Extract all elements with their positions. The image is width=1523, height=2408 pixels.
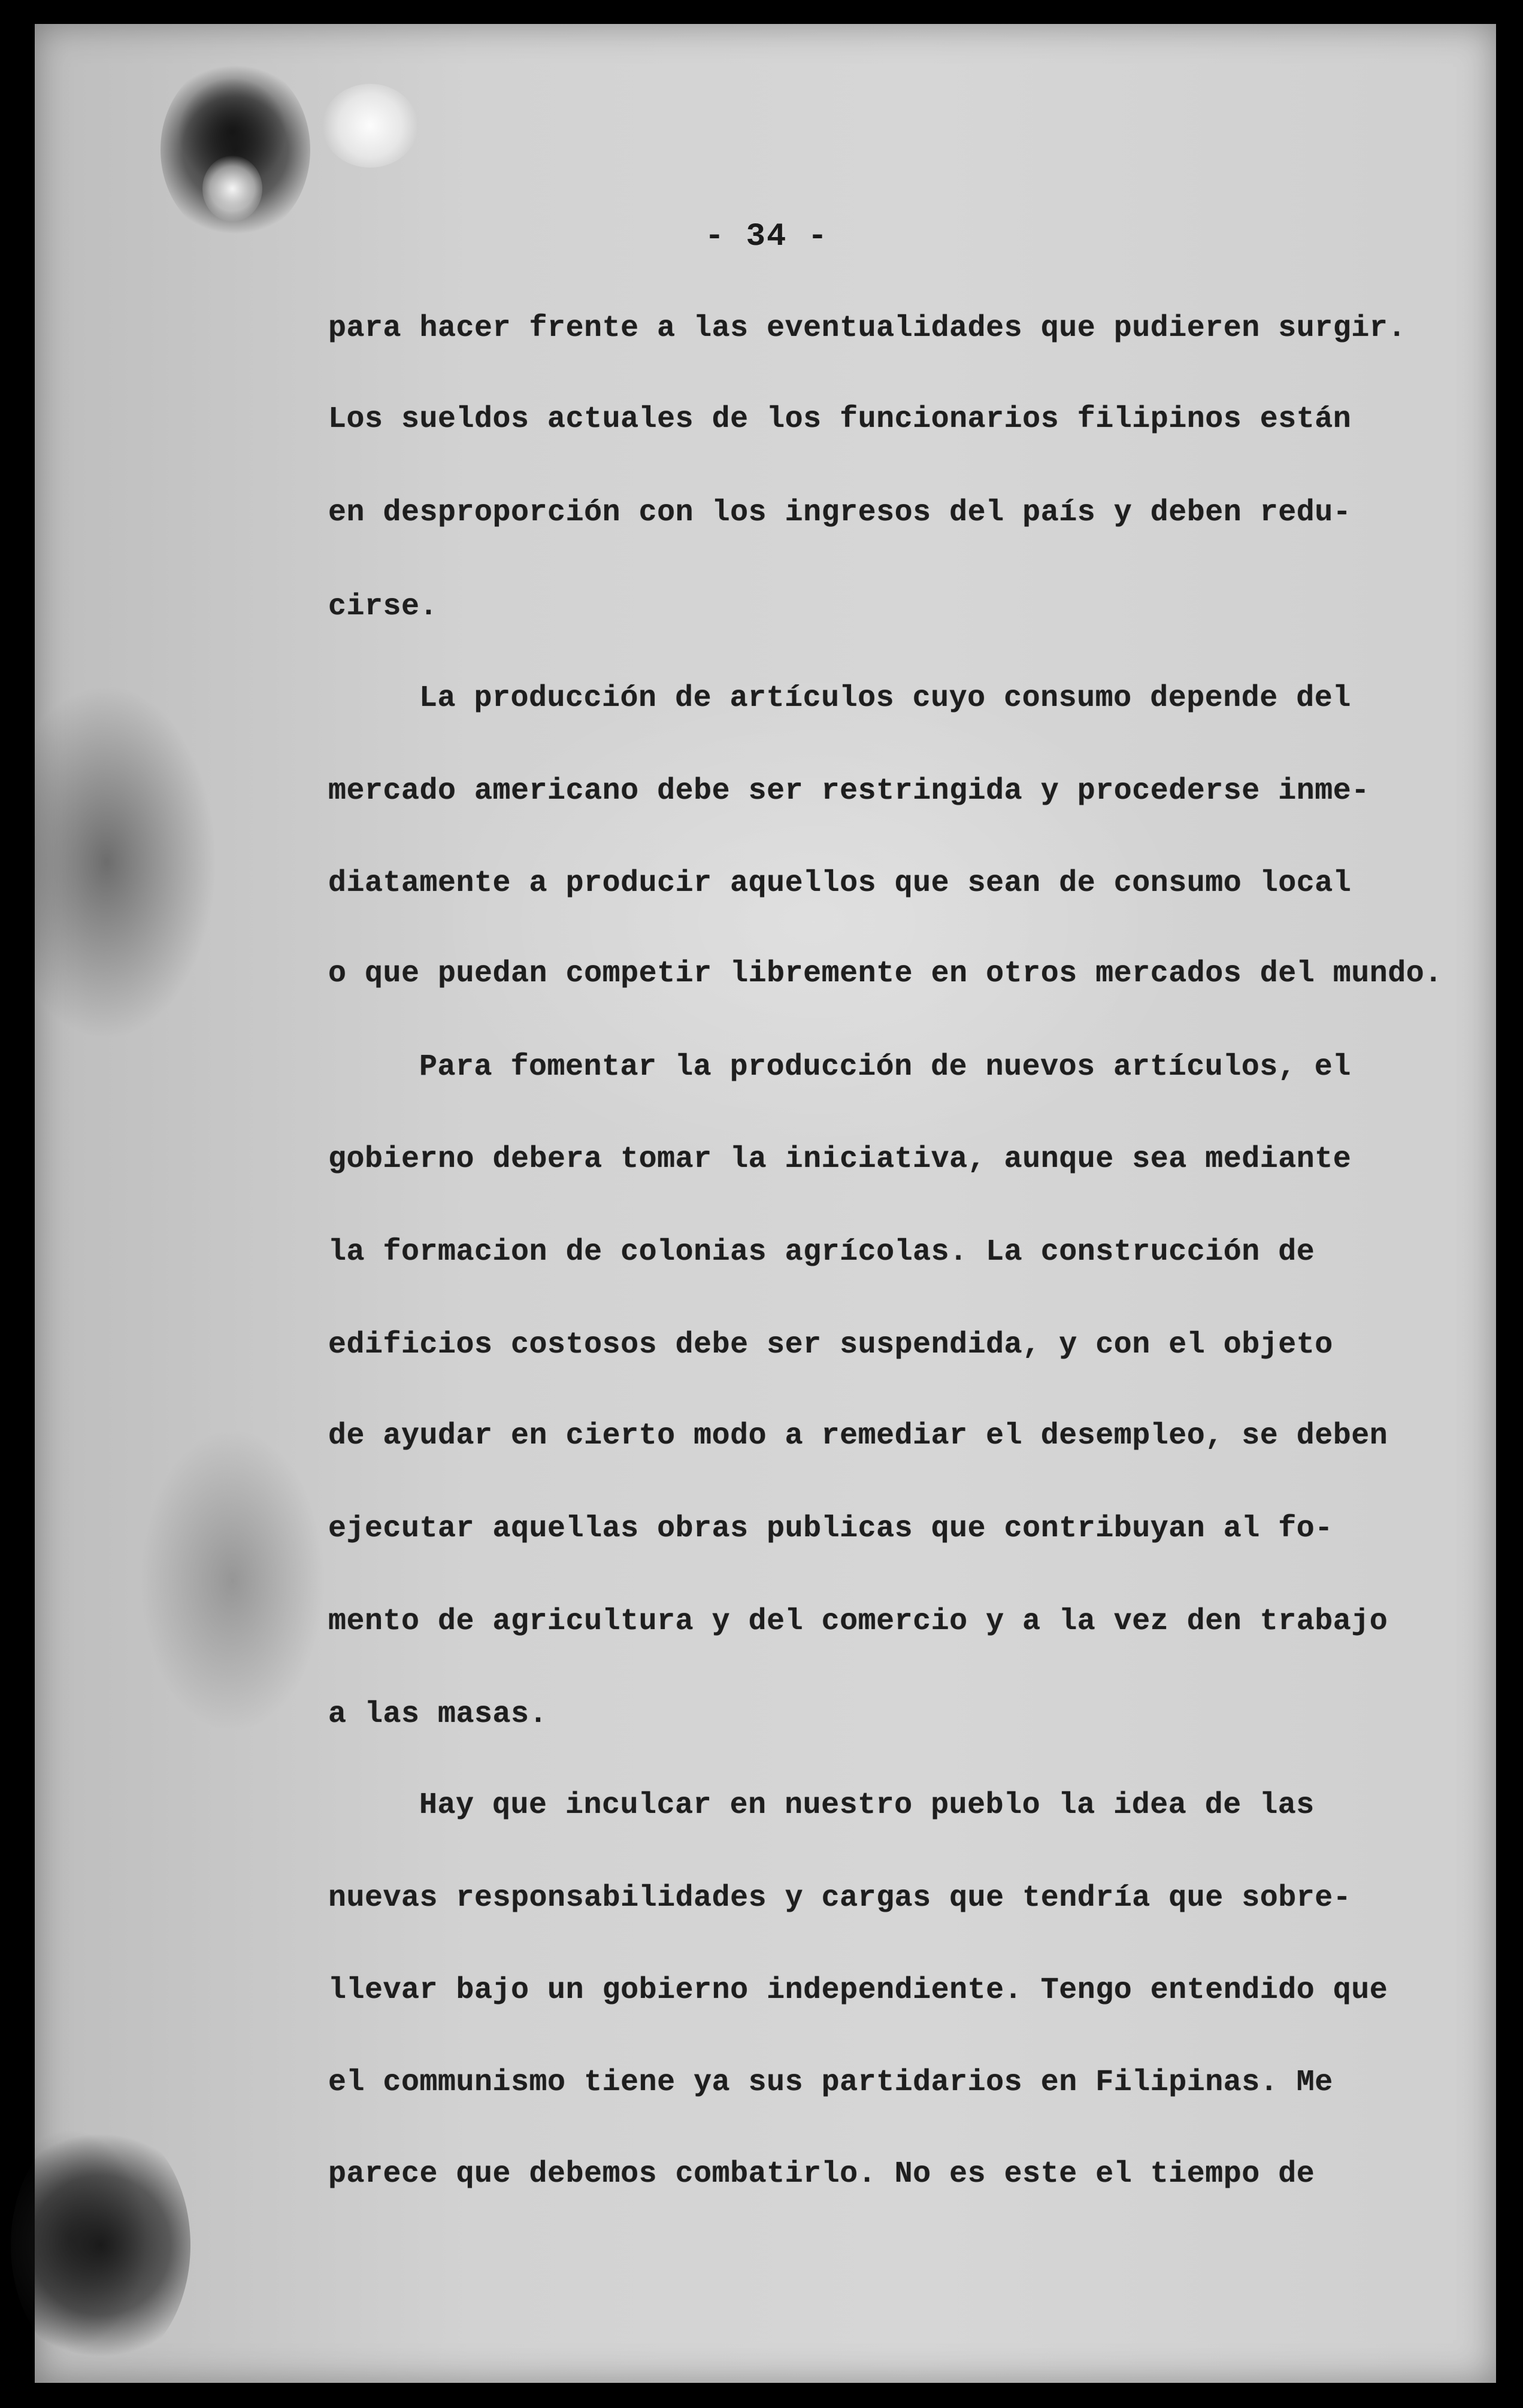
page-number: - 34 - (704, 219, 829, 255)
text-line: a las masas. (328, 1697, 548, 1731)
text-line: mercado americano debe ser restringida y procederse inme- (328, 774, 1370, 808)
text-line: en desproporción con los ingresos del país y deben redu- (328, 496, 1352, 530)
text-line: Para fomentar la producción de nuevos artículos, el (419, 1050, 1351, 1084)
text-line: parece que debemos combatirlo. No es este el tiempo de (328, 2157, 1315, 2191)
text-line: llevar bajo un gobierno independiente. Tengo entendido que (328, 1973, 1388, 2007)
text-line: o que puedan competir libremente en otros mercados del mundo. (328, 957, 1443, 991)
text-line: edificios costosos debe ser suspendida, y con el objeto (328, 1328, 1333, 1362)
text-line: el communismo tiene ya sus partidarios en Filipinas. Me (328, 2066, 1333, 2100)
text-line: Los sueldos actuales de los funcionarios filipinos están (328, 402, 1352, 436)
text-line: diatamente a producir aquellos que sean de consumo local (328, 866, 1352, 900)
text-line: la formacion de colonias agrícolas. La construcción de (328, 1235, 1315, 1269)
text-line: La producción de artículos cuyo consumo depende del (419, 681, 1351, 715)
text-line: nuevas responsabilidades y cargas que tendría que sobre- (328, 1881, 1352, 1915)
text-line: mento de agricultura y del comercio y a la vez den trabajo (328, 1605, 1388, 1639)
text-line: de ayudar en cierto modo a remediar el desempleo, se deben (328, 1419, 1388, 1453)
text-line: ejecutar aquellas obras publicas que contribuyan al fo- (328, 1512, 1333, 1546)
text-line: gobierno debera tomar la iniciativa, aunque sea mediante (328, 1142, 1352, 1176)
text-line: cirse. (328, 590, 438, 624)
text-line: para hacer frente a las eventualidades que pudieren surgir. (328, 311, 1406, 345)
text-line: Hay que inculcar en nuestro pueblo la idea de las (419, 1788, 1315, 1822)
